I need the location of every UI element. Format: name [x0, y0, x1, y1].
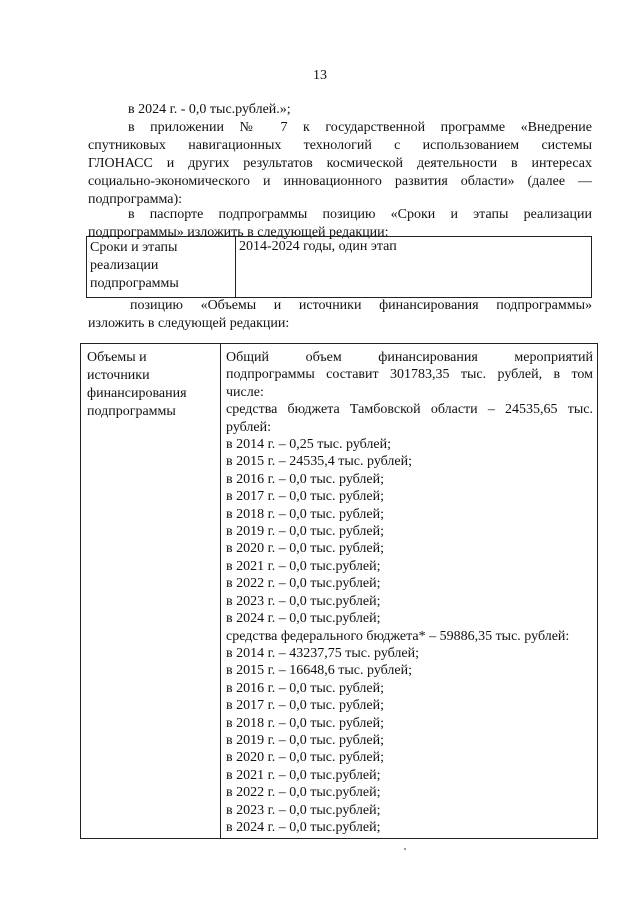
federal-year-line: в 2015 г. – 16648,6 тыс. рублей;	[226, 663, 412, 679]
paragraph-line: ГЛОНАСС и других результатов космической деятельности в интересах	[88, 156, 592, 171]
financing-label-cell	[81, 344, 221, 839]
federal-year-line: в 2023 г. – 0,0 тыс.рублей;	[226, 802, 381, 818]
regional-year-line: в 2018 г. – 0,0 тыс. рублей;	[226, 506, 384, 522]
paragraph-line: социально-экономического и инновационного развития области» (далее —	[88, 174, 592, 189]
regional-year-line: в 2016 г. – 0,0 тыс. рублей;	[226, 471, 384, 487]
terms-label-word: этапы	[142, 240, 178, 255]
financing-label-line: Объемы и	[87, 350, 147, 365]
federal-year-line: в 2014 г. – 43237,75 тыс. рублей;	[226, 645, 419, 661]
terms-label-first-line	[90, 239, 232, 257]
terms-label-word: Сроки	[90, 240, 128, 255]
terms-label-cell	[87, 237, 236, 298]
regional-year-line: в 2023 г. – 0,0 тыс.рублей;	[226, 593, 381, 609]
intro-line-2024: в 2024 г. - 0,0 тыс.рублей.»;	[128, 102, 291, 117]
federal-year-line: в 2021 г. – 0,0 тыс.рублей;	[226, 767, 381, 783]
financing-total-line: Общий объем финансирования мероприятий	[226, 350, 593, 365]
regional-year-line: в 2021 г. – 0,0 тыс.рублей;	[226, 558, 381, 574]
financing-value-cell	[221, 344, 598, 839]
regional-year-line: в 2024 г. – 0,0 тыс.рублей;	[226, 611, 381, 627]
regional-budget-line: средства бюджета Тамбовской области – 24535,65 тыс.	[226, 402, 593, 418]
regional-year-line: в 2020 г. – 0,0 тыс. рублей;	[226, 541, 384, 557]
terms-label-line: реализации	[90, 258, 159, 273]
terms-value-cell: 2014-2024 годы, один этап	[236, 237, 592, 298]
regional-year-line: в 2017 г. – 0,0 тыс. рублей;	[226, 489, 384, 505]
financing-label-line: финансирования	[87, 386, 187, 401]
paragraph-line: позицию «Объемы и источники финансирования подпрограммы»	[130, 298, 592, 313]
table-row	[81, 344, 598, 839]
federal-year-line: в 2019 г. – 0,0 тыс. рублей;	[226, 732, 384, 748]
federal-year-line: в 2016 г. – 0,0 тыс. рублей;	[226, 680, 384, 696]
financing-label-line: источники	[87, 368, 150, 383]
paragraph-line: подпрограмма):	[88, 192, 183, 207]
terms-label-line: подпрограммы	[90, 276, 179, 291]
financing-table	[80, 343, 598, 839]
paragraph-line: в паспорте подпрограммы позицию «Сроки и этапы реализации	[128, 207, 592, 222]
paragraph-line: в приложении № 7 к государственной программе «Внедрение	[128, 120, 592, 135]
table-row	[87, 237, 592, 298]
federal-year-line: в 2024 г. – 0,0 тыс.рублей;	[226, 819, 381, 835]
paragraph-line: подпрограммы» изложить в следующей редакции:	[88, 225, 389, 240]
regional-year-line: в 2015 г. – 24535,4 тыс. рублей;	[226, 454, 412, 470]
federal-year-line: в 2022 г. – 0,0 тыс.рублей;	[226, 785, 381, 801]
paragraph-appendix-7	[88, 119, 592, 209]
financing-total-line: числе:	[226, 384, 264, 400]
regional-budget-line: рублей:	[226, 419, 271, 435]
terms-label-word: и	[131, 240, 139, 255]
terms-table	[86, 236, 592, 298]
financing-label-line: подпрограммы	[87, 404, 176, 419]
scan-speck	[404, 848, 406, 850]
paragraph-line: изложить в следующей редакции:	[88, 316, 290, 331]
federal-year-line: в 2020 г. – 0,0 тыс. рублей;	[226, 750, 384, 766]
regional-year-line: в 2014 г. – 0,25 тыс. рублей;	[226, 437, 391, 453]
paragraph-volumes	[88, 297, 592, 333]
page-number: 13	[313, 68, 327, 83]
federal-year-line: в 2017 г. – 0,0 тыс. рублей;	[226, 698, 384, 714]
federal-year-line: в 2018 г. – 0,0 тыс. рублей;	[226, 715, 384, 731]
regional-year-line: в 2022 г. – 0,0 тыс.рублей;	[226, 576, 381, 592]
regional-year-line: в 2019 г. – 0,0 тыс. рублей;	[226, 524, 384, 540]
financing-total-line: подпрограммы составит 301783,35 тыс. рублей, в том	[226, 367, 593, 383]
federal-budget-line: средства федерального бюджета* – 59886,35 тыс. рублей:	[226, 628, 570, 644]
paragraph-line: спутниковых навигационных технологий с использованием системы	[88, 138, 592, 153]
